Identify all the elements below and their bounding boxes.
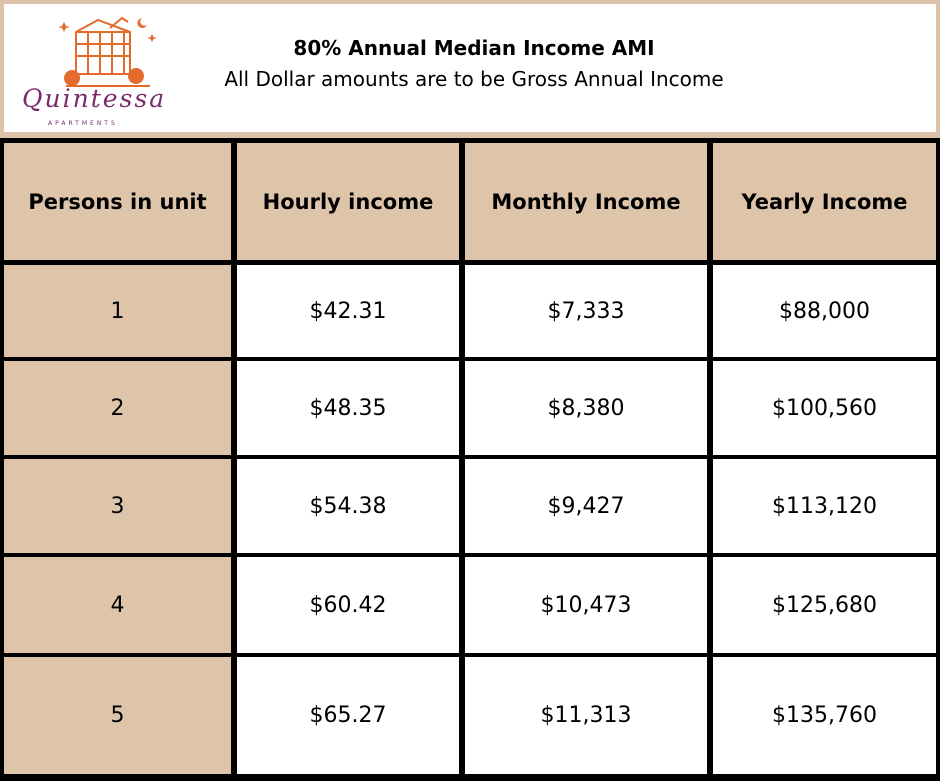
income-cell: $10,473 (465, 557, 707, 653)
column-header: Monthly Income (465, 143, 707, 260)
income-cell: $125,680 (713, 557, 936, 653)
income-cell: $9,427 (465, 459, 707, 553)
income-cell: $11,313 (465, 657, 707, 774)
column-header: Yearly Income (713, 143, 936, 260)
income-cell: $42.31 (237, 265, 459, 357)
logo-wordmark: Quintessa (22, 84, 167, 113)
logo-subword: APARTMENTS (48, 120, 118, 127)
persons-cell: 4 (4, 557, 231, 653)
income-cell: $60.42 (237, 557, 459, 653)
column-header: Persons in unit (4, 143, 231, 260)
income-cell: $7,333 (465, 265, 707, 357)
income-cell: $65.27 (237, 657, 459, 774)
income-cell: $113,120 (713, 459, 936, 553)
persons-cell: 1 (4, 265, 231, 357)
column-header: Hourly income (237, 143, 459, 260)
income-cell: $88,000 (713, 265, 936, 357)
page-subtitle: All Dollar amounts are to be Gross Annual Income (224, 67, 724, 91)
page-title: 80% Annual Median Income AMI (293, 36, 655, 60)
income-cell: $54.38 (237, 459, 459, 553)
title-block (154, 34, 794, 95)
income-cell: $48.35 (237, 361, 459, 455)
header (4, 4, 936, 132)
persons-cell: 3 (4, 459, 231, 553)
income-cell: $135,760 (713, 657, 936, 774)
building-logo-icon (58, 12, 158, 92)
income-table (0, 138, 940, 781)
income-cell: $8,380 (465, 361, 707, 455)
income-cell: $100,560 (713, 361, 936, 455)
persons-cell: 2 (4, 361, 231, 455)
persons-cell: 5 (4, 657, 231, 774)
